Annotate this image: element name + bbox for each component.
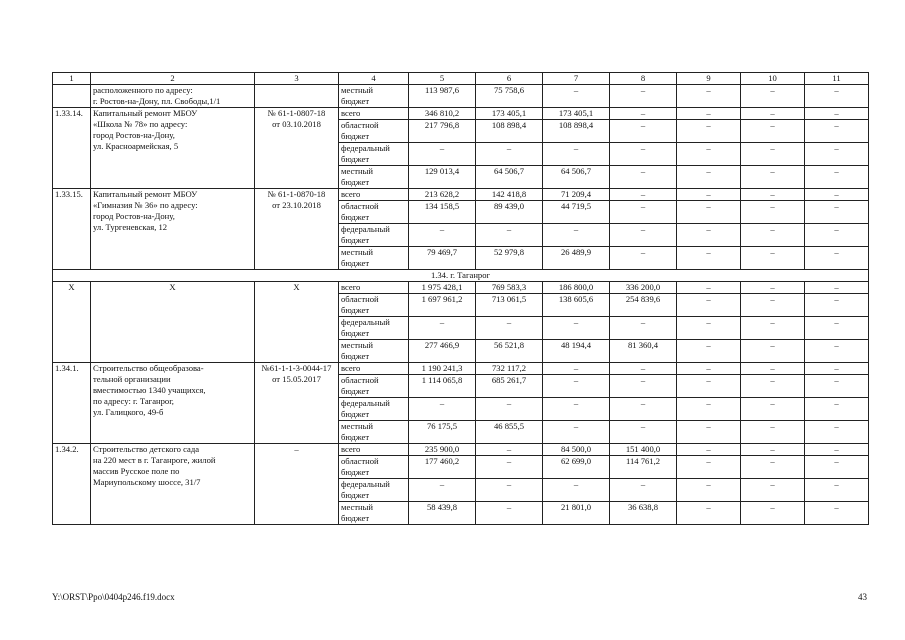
value-cell: – [543, 363, 610, 375]
value-cell: 732 117,2 [476, 363, 543, 375]
value-cell: – [677, 189, 741, 201]
value-cell: – [677, 85, 741, 108]
value-cell: 52 979,8 [476, 247, 543, 270]
item-document: № 61-1-0807-18 от 03.10.2018 [255, 108, 339, 189]
funding-source: всего [339, 189, 409, 201]
col-header: 9 [677, 73, 741, 85]
funding-source: областной бюджет [339, 120, 409, 143]
header-row [53, 73, 869, 85]
budget-table [52, 72, 869, 525]
value-cell: 113 987,6 [409, 85, 476, 108]
funding-source: всего [339, 108, 409, 120]
value-cell: – [610, 189, 677, 201]
item-code: Х [53, 282, 91, 363]
value-cell: – [543, 375, 610, 398]
item-name: Капитальный ремонт МБОУ «Гимназия № 36» по адресу: город Ростов-на-Дону, ул. Тургеневская, 12 [91, 189, 255, 270]
item-name: Капитальный ремонт МБОУ «Школа № 78» по адресу: город Ростов-на-Дону, ул. Красноармейская, 5 [91, 108, 255, 189]
funding-source: федеральный бюджет [339, 479, 409, 502]
value-cell: – [741, 375, 805, 398]
value-cell: 346 810,2 [409, 108, 476, 120]
value-cell: – [741, 294, 805, 317]
funding-source: местный бюджет [339, 502, 409, 525]
value-cell: – [677, 444, 741, 456]
value-cell: 21 801,0 [543, 502, 610, 525]
value-cell: 134 158,5 [409, 201, 476, 224]
table-row [53, 444, 869, 456]
value-cell: 254 839,6 [610, 294, 677, 317]
value-cell: – [677, 421, 741, 444]
value-cell: – [476, 398, 543, 421]
value-cell: – [741, 282, 805, 294]
value-cell: – [409, 317, 476, 340]
col-header: 2 [91, 73, 255, 85]
value-cell: 713 061,5 [476, 294, 543, 317]
value-cell: 1 697 961,2 [409, 294, 476, 317]
file-path: Y:\ORST\Ppo\0404p246.f19.docx [52, 592, 175, 602]
value-cell: – [677, 502, 741, 525]
value-cell: – [610, 143, 677, 166]
funding-source: местный бюджет [339, 340, 409, 363]
value-cell: – [741, 166, 805, 189]
funding-source: федеральный бюджет [339, 143, 409, 166]
value-cell: 46 855,5 [476, 421, 543, 444]
funding-source: областной бюджет [339, 294, 409, 317]
value-cell: 177 460,2 [409, 456, 476, 479]
value-cell: – [741, 189, 805, 201]
value-cell: – [741, 85, 805, 108]
value-cell: – [677, 166, 741, 189]
value-cell: – [805, 502, 869, 525]
value-cell: – [409, 479, 476, 502]
funding-source: областной бюджет [339, 375, 409, 398]
value-cell: – [805, 166, 869, 189]
value-cell: – [805, 108, 869, 120]
value-cell: – [677, 224, 741, 247]
table-row [53, 108, 869, 120]
col-header: 4 [339, 73, 409, 85]
value-cell: – [805, 201, 869, 224]
value-cell: 71 209,4 [543, 189, 610, 201]
value-cell: – [610, 120, 677, 143]
value-cell: – [409, 398, 476, 421]
value-cell: – [805, 247, 869, 270]
value-cell: – [543, 398, 610, 421]
value-cell: – [805, 143, 869, 166]
value-cell: – [543, 479, 610, 502]
value-cell: – [805, 224, 869, 247]
funding-source: федеральный бюджет [339, 317, 409, 340]
funding-source: местный бюджет [339, 247, 409, 270]
value-cell: – [476, 456, 543, 479]
value-cell: – [476, 224, 543, 247]
value-cell: – [677, 282, 741, 294]
value-cell: 277 466,9 [409, 340, 476, 363]
value-cell: – [677, 456, 741, 479]
funding-source: всего [339, 444, 409, 456]
table-row [53, 189, 869, 201]
col-header: 7 [543, 73, 610, 85]
value-cell: – [805, 398, 869, 421]
col-header: 11 [805, 73, 869, 85]
col-header: 8 [610, 73, 677, 85]
value-cell: – [741, 108, 805, 120]
value-cell: – [543, 224, 610, 247]
value-cell: – [476, 143, 543, 166]
value-cell: – [610, 398, 677, 421]
value-cell: – [610, 85, 677, 108]
value-cell: – [805, 189, 869, 201]
value-cell: – [741, 444, 805, 456]
item-name: расположенного по адресу: г. Ростов-на-Дону, пл. Свободы,1/1 [91, 85, 255, 108]
value-cell: 56 521,8 [476, 340, 543, 363]
funding-source: местный бюджет [339, 166, 409, 189]
value-cell: 1 114 065,8 [409, 375, 476, 398]
value-cell: – [805, 120, 869, 143]
item-document: №61-1-1-3-0044-17 от 15.05.2017 [255, 363, 339, 444]
value-cell: – [476, 444, 543, 456]
value-cell: 64 506,7 [476, 166, 543, 189]
value-cell: – [805, 456, 869, 479]
value-cell: – [677, 479, 741, 502]
value-cell: – [805, 282, 869, 294]
value-cell: – [741, 224, 805, 247]
value-cell: – [543, 421, 610, 444]
value-cell: – [677, 398, 741, 421]
funding-source: местный бюджет [339, 85, 409, 108]
value-cell: – [805, 340, 869, 363]
value-cell: 235 900,0 [409, 444, 476, 456]
value-cell: – [543, 143, 610, 166]
value-cell: – [805, 479, 869, 502]
value-cell: – [741, 120, 805, 143]
funding-source: федеральный бюджет [339, 398, 409, 421]
value-cell: – [610, 479, 677, 502]
value-cell: – [741, 502, 805, 525]
item-name: Строительство детского сада на 220 мест в г. Таганроге, жилой массив Русское поле по Мариупольскому шоссе, 31/7 [91, 444, 255, 525]
value-cell: 173 405,1 [476, 108, 543, 120]
value-cell: – [741, 398, 805, 421]
value-cell: 26 489,9 [543, 247, 610, 270]
value-cell: 173 405,1 [543, 108, 610, 120]
value-cell: 685 261,7 [476, 375, 543, 398]
funding-source: областной бюджет [339, 456, 409, 479]
value-cell: – [741, 143, 805, 166]
value-cell: 138 605,6 [543, 294, 610, 317]
value-cell: 108 898,4 [543, 120, 610, 143]
page-number: 43 [858, 592, 867, 602]
col-header: 1 [53, 73, 91, 85]
value-cell: – [805, 317, 869, 340]
value-cell: 217 796,8 [409, 120, 476, 143]
value-cell: – [677, 143, 741, 166]
section-title: 1.34. г. Таганрог [53, 270, 869, 282]
value-cell: – [741, 456, 805, 479]
value-cell: – [610, 317, 677, 340]
funding-source: федеральный бюджет [339, 224, 409, 247]
value-cell: – [741, 247, 805, 270]
value-cell: – [610, 421, 677, 444]
value-cell: – [677, 108, 741, 120]
value-cell: – [610, 363, 677, 375]
value-cell: 48 194,4 [543, 340, 610, 363]
value-cell: 84 500,0 [543, 444, 610, 456]
value-cell: 129 013,4 [409, 166, 476, 189]
value-cell: 64 506,7 [543, 166, 610, 189]
item-code: 1.34.1. [53, 363, 91, 444]
item-name: Строительство общеобразова- тельной организации вместимостью 1340 учащихся, по адресу: г. Таганрог, ул. Галицкого, 49-б [91, 363, 255, 444]
value-cell: – [610, 224, 677, 247]
value-cell: – [741, 340, 805, 363]
value-cell: – [677, 363, 741, 375]
col-header: 6 [476, 73, 543, 85]
item-code: 1.34.2. [53, 444, 91, 525]
section-row [53, 270, 869, 282]
col-header: 3 [255, 73, 339, 85]
funding-source: всего [339, 363, 409, 375]
value-cell: 76 175,5 [409, 421, 476, 444]
funding-source: областной бюджет [339, 201, 409, 224]
value-cell: – [610, 375, 677, 398]
value-cell: – [677, 294, 741, 317]
value-cell: 114 761,2 [610, 456, 677, 479]
value-cell: – [476, 479, 543, 502]
value-cell: – [741, 201, 805, 224]
value-cell: – [610, 108, 677, 120]
value-cell: – [741, 479, 805, 502]
value-cell: 36 638,8 [610, 502, 677, 525]
value-cell: 1 190 241,3 [409, 363, 476, 375]
table-row [53, 85, 869, 108]
item-code: 1.33.14. [53, 108, 91, 189]
value-cell: – [543, 317, 610, 340]
value-cell: 62 699,0 [543, 456, 610, 479]
item-code [53, 85, 91, 108]
value-cell: – [677, 247, 741, 270]
item-document: – [255, 444, 339, 525]
value-cell: 186 800,0 [543, 282, 610, 294]
item-code: 1.33.15. [53, 189, 91, 270]
value-cell: – [805, 375, 869, 398]
item-document: № 61-1-0870-18 от 23.10.2018 [255, 189, 339, 270]
value-cell: 58 439,8 [409, 502, 476, 525]
value-cell: 336 200,0 [610, 282, 677, 294]
value-cell: – [543, 85, 610, 108]
table-row [53, 363, 869, 375]
funding-source: местный бюджет [339, 421, 409, 444]
value-cell: 108 898,4 [476, 120, 543, 143]
value-cell: – [805, 444, 869, 456]
value-cell: – [476, 502, 543, 525]
value-cell: 769 583,3 [476, 282, 543, 294]
item-name: Х [91, 282, 255, 363]
value-cell: – [677, 317, 741, 340]
item-document: Х [255, 282, 339, 363]
value-cell: – [409, 224, 476, 247]
value-cell: 44 719,5 [543, 201, 610, 224]
value-cell: 1 975 428,1 [409, 282, 476, 294]
value-cell: 79 469,7 [409, 247, 476, 270]
value-cell: – [677, 120, 741, 143]
value-cell: – [677, 340, 741, 363]
value-cell: – [805, 363, 869, 375]
value-cell: – [741, 363, 805, 375]
value-cell: – [476, 317, 543, 340]
value-cell: – [741, 317, 805, 340]
value-cell: 75 758,6 [476, 85, 543, 108]
value-cell: – [610, 166, 677, 189]
value-cell: – [610, 201, 677, 224]
value-cell: – [677, 375, 741, 398]
table-row [53, 282, 869, 294]
table-body [53, 85, 869, 525]
value-cell: 89 439,0 [476, 201, 543, 224]
value-cell: 151 400,0 [610, 444, 677, 456]
value-cell: 213 628,2 [409, 189, 476, 201]
value-cell: – [677, 201, 741, 224]
value-cell: 142 418,8 [476, 189, 543, 201]
value-cell: – [610, 247, 677, 270]
funding-source: всего [339, 282, 409, 294]
value-cell: – [741, 421, 805, 444]
col-header: 5 [409, 73, 476, 85]
value-cell: – [805, 294, 869, 317]
value-cell: 81 360,4 [610, 340, 677, 363]
value-cell: – [805, 421, 869, 444]
value-cell: – [409, 143, 476, 166]
value-cell: – [805, 85, 869, 108]
col-header: 10 [741, 73, 805, 85]
item-document [255, 85, 339, 108]
